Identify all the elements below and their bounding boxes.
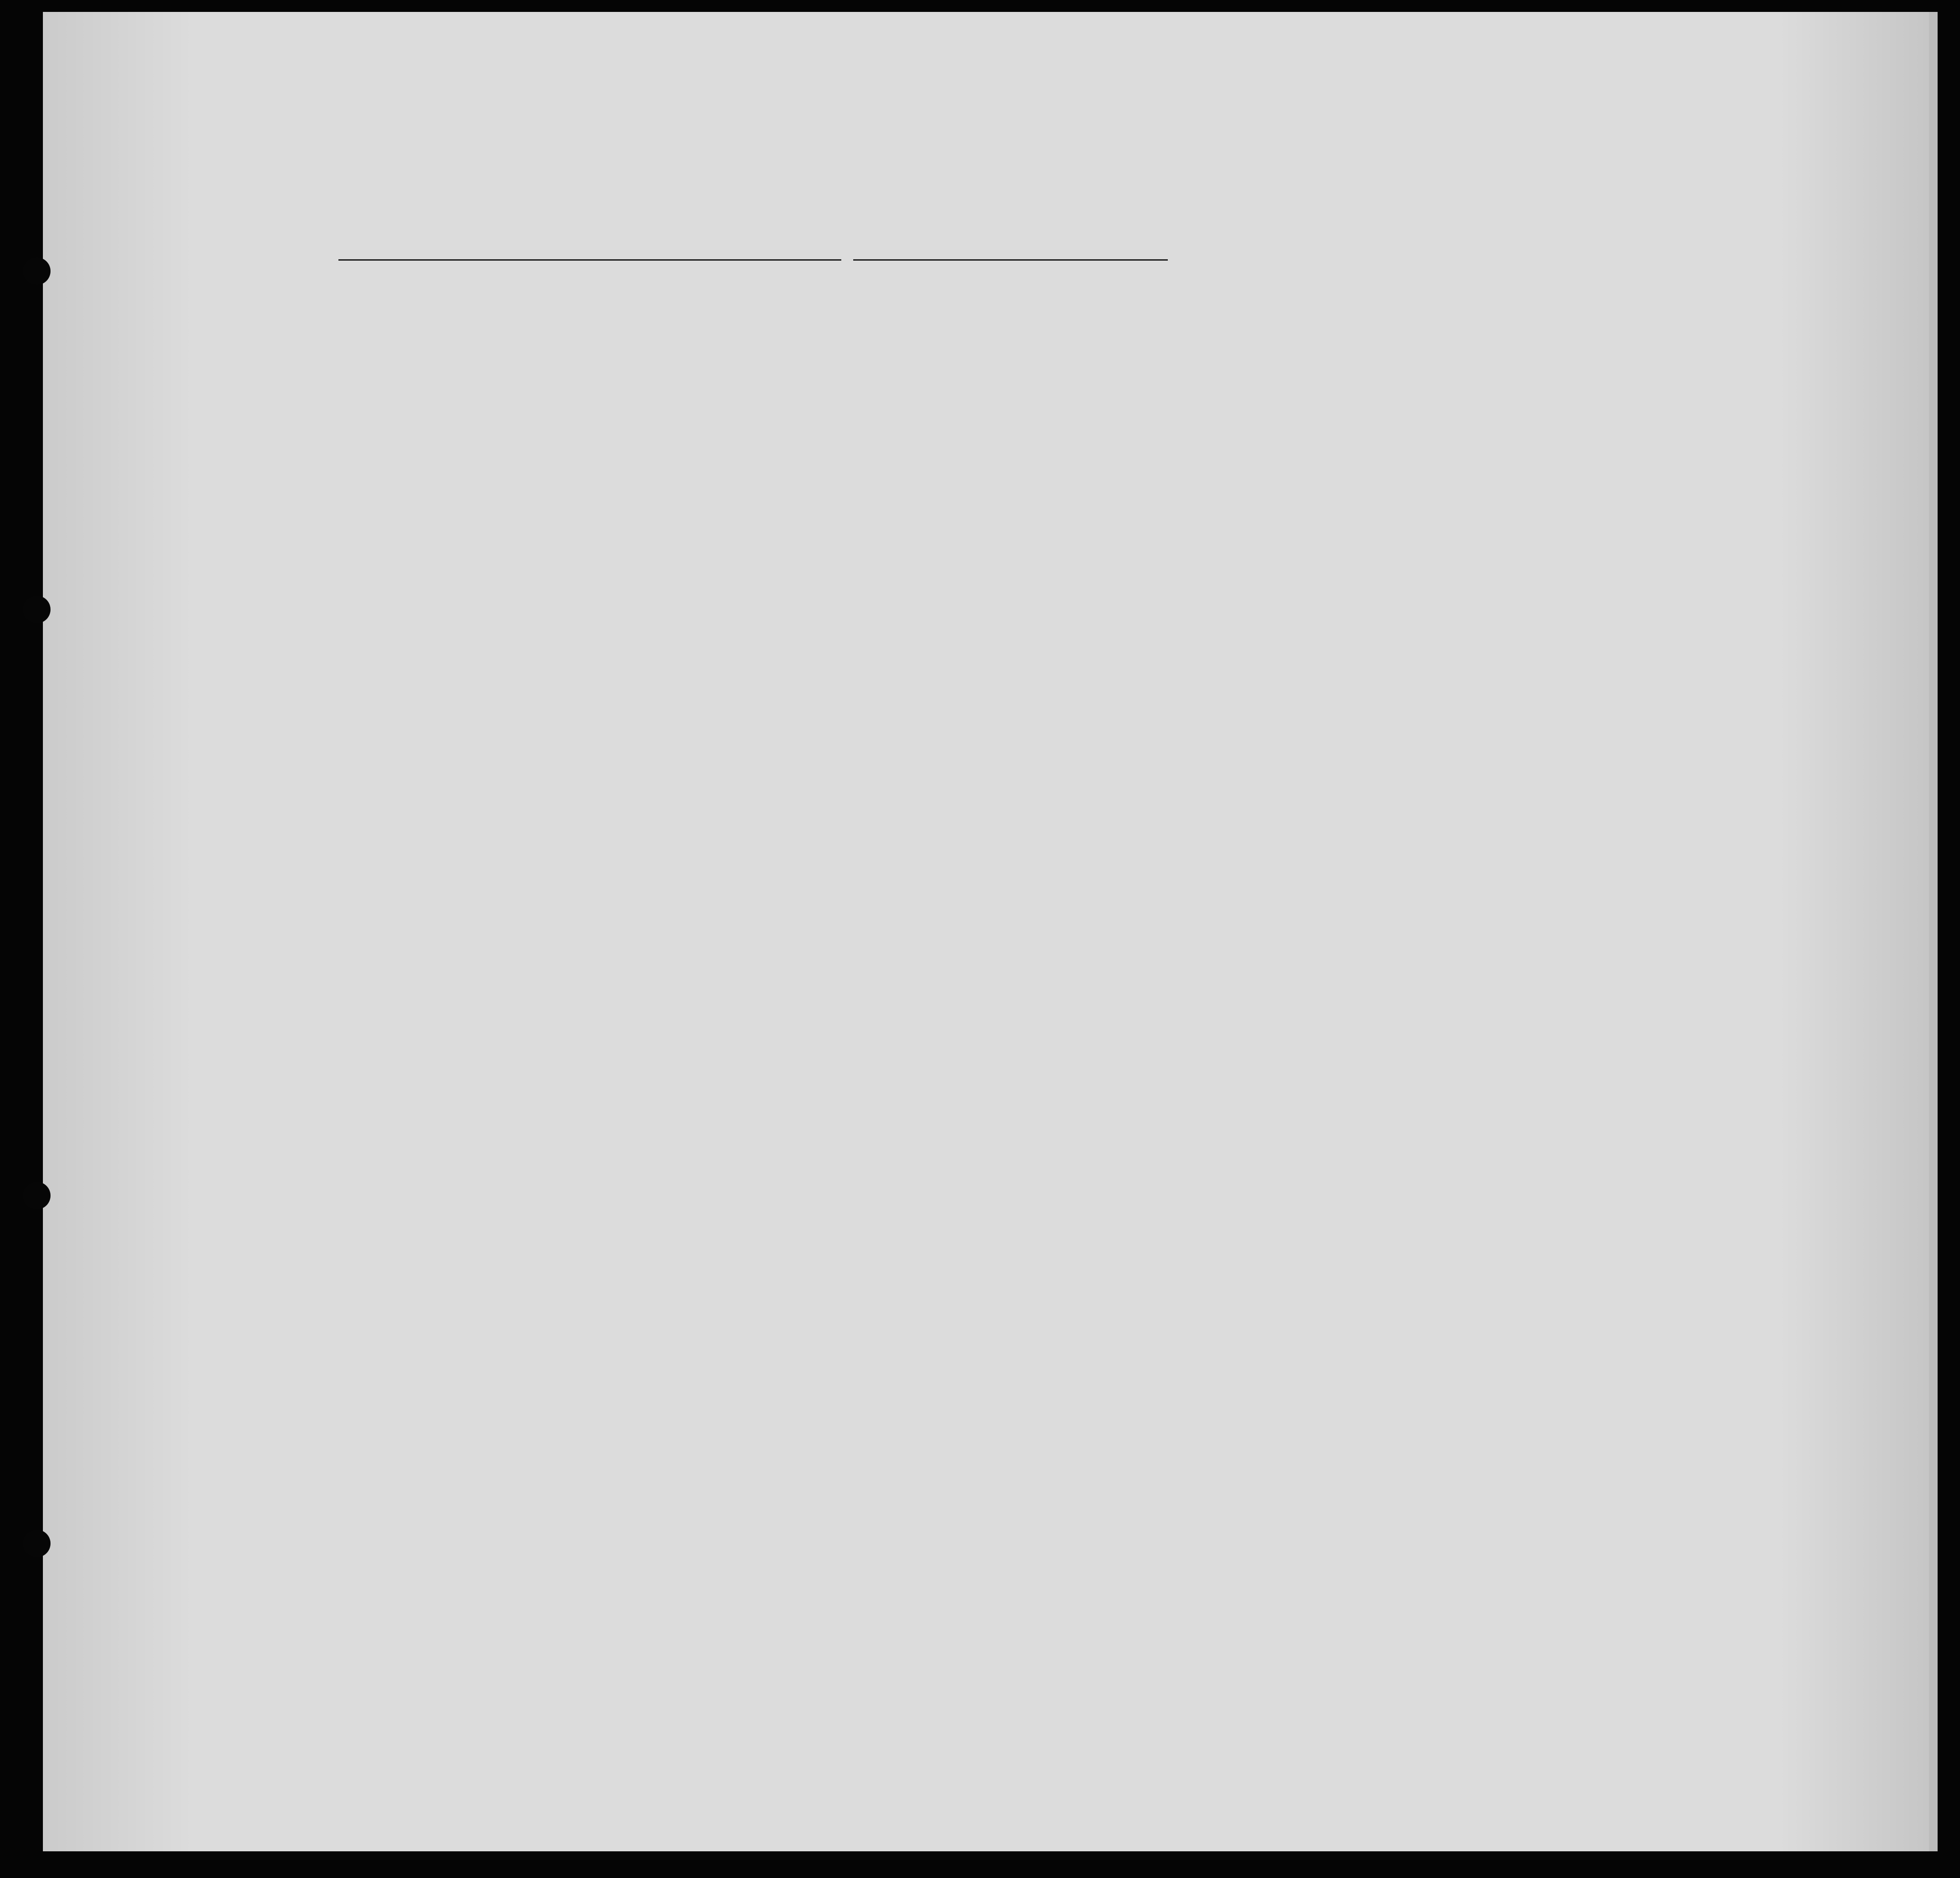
- date-field: [853, 241, 1168, 261]
- punch-hole-icon: [23, 257, 51, 285]
- manifest-sheet: [43, 12, 1938, 1851]
- punch-hole-icon: [23, 596, 51, 623]
- punch-hole-icon: [23, 1182, 51, 1209]
- scan-shading: [43, 12, 1929, 1851]
- port-field: [338, 241, 841, 261]
- punch-hole-icon: [23, 1530, 51, 1557]
